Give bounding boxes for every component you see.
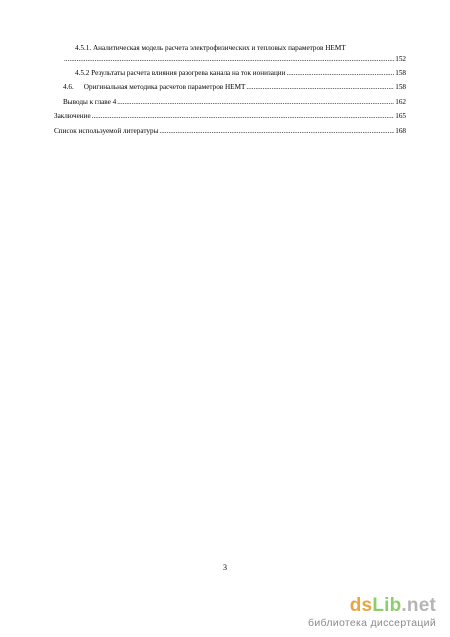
dot-leader bbox=[64, 55, 394, 64]
logo-lib: Lib bbox=[372, 595, 402, 616]
logo-net: .net bbox=[401, 595, 436, 616]
toc-entry[interactable] bbox=[63, 55, 406, 64]
toc-entry-page: 165 bbox=[395, 112, 406, 120]
toc-entry-title: Заключение bbox=[54, 112, 91, 120]
toc-entry[interactable] bbox=[75, 69, 406, 78]
toc-entry[interactable] bbox=[63, 83, 406, 92]
logo-ds: ds bbox=[349, 595, 373, 616]
watermark-logo bbox=[308, 596, 436, 616]
toc-entry-title: Выводы к главе 4 bbox=[63, 98, 117, 106]
toc-entry-title: 4.5.2 Результаты расчета влияния разогрева канала на ток ионизации bbox=[75, 69, 286, 77]
dot-leader bbox=[287, 69, 395, 78]
toc-entry[interactable] bbox=[54, 127, 406, 136]
dot-leader bbox=[117, 98, 394, 107]
watermark bbox=[308, 596, 436, 629]
toc-entry[interactable] bbox=[54, 112, 406, 121]
page-number: 3 bbox=[223, 563, 227, 572]
toc-entry-title: Оригинальная методика расчетов параметров HEMT bbox=[83, 83, 246, 91]
dot-leader bbox=[92, 112, 395, 121]
toc-entry-title: 4.5.1. Аналитическая модель расчета электрофизических и тепловых параметров HEMT bbox=[75, 44, 346, 52]
toc-entry-page: 158 bbox=[395, 69, 406, 77]
toc-entry-number: 4.6. bbox=[63, 83, 74, 91]
toc-entry[interactable] bbox=[63, 98, 406, 107]
toc-entry-page: 158 bbox=[395, 83, 406, 91]
toc-entry-page: 152 bbox=[395, 55, 406, 63]
dot-leader bbox=[159, 127, 394, 136]
watermark-tagline: библиотека диссертаций bbox=[308, 617, 436, 629]
toc-entry-title: Список используемой литературы bbox=[54, 127, 159, 135]
dot-leader bbox=[246, 83, 394, 92]
toc-entry-page: 168 bbox=[395, 127, 406, 135]
toc-entry-page: 162 bbox=[395, 98, 406, 106]
